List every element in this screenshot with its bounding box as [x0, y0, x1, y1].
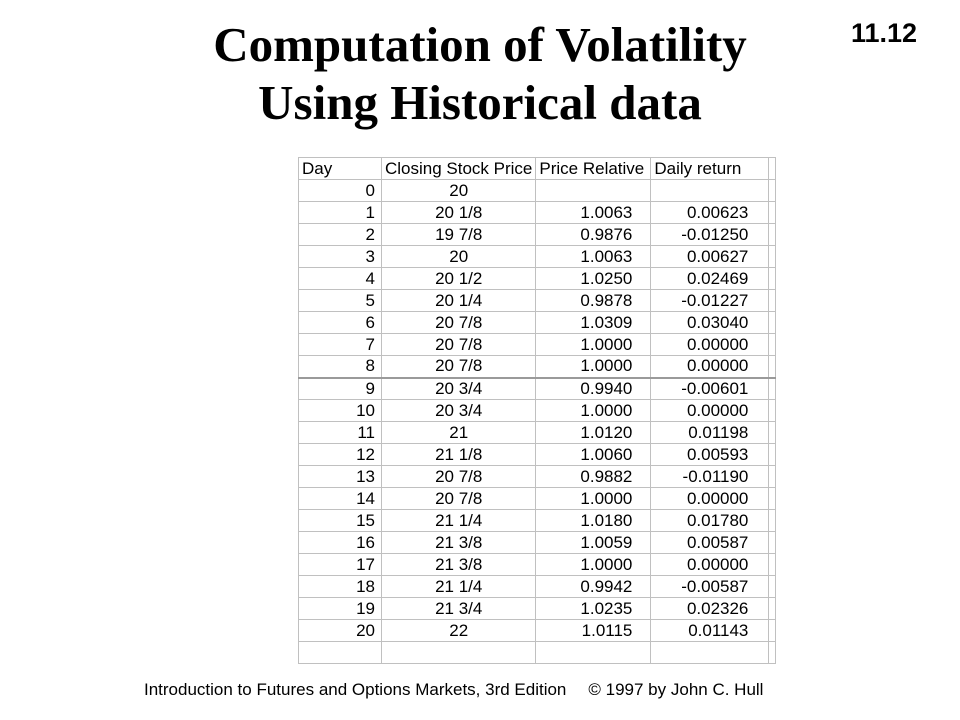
cell-closing-price: 20 7/8 [382, 356, 536, 378]
cell-daily-return: 0.02326 [651, 598, 769, 620]
cell-empty [769, 334, 776, 356]
cell-closing-price: 20 1/4 [382, 290, 536, 312]
cell-day: 6 [299, 312, 382, 334]
cell-closing-price: 20 7/8 [382, 488, 536, 510]
cell-day: 7 [299, 334, 382, 356]
cell-price-relative: 0.9940 [536, 378, 651, 400]
table-row [299, 620, 776, 642]
cell-closing-price: 22 [382, 620, 536, 642]
slide-number: 11.12 [851, 18, 918, 48]
table-row [299, 488, 776, 510]
cell-empty [769, 576, 776, 598]
cell-day: 4 [299, 268, 382, 290]
slide-title [110, 16, 850, 132]
table-row [299, 576, 776, 598]
cell-empty [769, 620, 776, 642]
cell-day: 17 [299, 554, 382, 576]
cell-day: 8 [299, 356, 382, 378]
cell-daily-return: 0.00000 [651, 356, 769, 378]
cell-closing-price: 20 7/8 [382, 312, 536, 334]
cell-empty [769, 444, 776, 466]
table-row [299, 378, 776, 400]
table-row [299, 466, 776, 488]
table-row [299, 202, 776, 224]
cell-empty [536, 642, 651, 664]
cell-daily-return: 0.01780 [651, 510, 769, 532]
cell-daily-return: -0.00601 [651, 378, 769, 400]
table-row [299, 554, 776, 576]
header-closing-stock-price: Closing Stock Price [382, 158, 536, 180]
cell-day: 20 [299, 620, 382, 642]
table-header-row [299, 158, 776, 180]
cell-empty [769, 268, 776, 290]
cell-daily-return: 0.00000 [651, 488, 769, 510]
cell-daily-return: 0.00627 [651, 246, 769, 268]
cell-day: 11 [299, 422, 382, 444]
table-row [299, 510, 776, 532]
cell-empty [769, 378, 776, 400]
cell-closing-price: 20 3/4 [382, 400, 536, 422]
cell-day: 19 [299, 598, 382, 620]
cell-day: 12 [299, 444, 382, 466]
cell-daily-return: 0.02469 [651, 268, 769, 290]
table-row [299, 598, 776, 620]
cell-closing-price: 21 3/8 [382, 554, 536, 576]
cell-empty [382, 642, 536, 664]
volatility-table [298, 157, 776, 664]
table-row [299, 444, 776, 466]
cell-empty [769, 180, 776, 202]
cell-price-relative: 1.0235 [536, 598, 651, 620]
cell-daily-return: 0.03040 [651, 312, 769, 334]
cell-price-relative: 1.0059 [536, 532, 651, 554]
cell-price-relative: 1.0063 [536, 202, 651, 224]
cell-daily-return: 0.00000 [651, 554, 769, 576]
table-row [299, 400, 776, 422]
cell-closing-price: 19 7/8 [382, 224, 536, 246]
cell-closing-price: 21 [382, 422, 536, 444]
cell-day: 5 [299, 290, 382, 312]
table-row [299, 268, 776, 290]
cell-price-relative: 1.0000 [536, 334, 651, 356]
cell-day: 0 [299, 180, 382, 202]
cell-daily-return: 0.00593 [651, 444, 769, 466]
header-empty-cell [769, 158, 776, 180]
cell-daily-return: -0.01190 [651, 466, 769, 488]
cell-price-relative [536, 180, 651, 202]
cell-price-relative: 1.0309 [536, 312, 651, 334]
cell-daily-return: 0.01143 [651, 620, 769, 642]
cell-daily-return: 0.00623 [651, 202, 769, 224]
cell-daily-return: 0.00000 [651, 334, 769, 356]
table-row [299, 246, 776, 268]
cell-day: 3 [299, 246, 382, 268]
cell-empty [769, 510, 776, 532]
cell-empty [769, 400, 776, 422]
table-row [299, 334, 776, 356]
cell-empty [769, 422, 776, 444]
table-row [299, 422, 776, 444]
cell-day: 9 [299, 378, 382, 400]
cell-closing-price: 20 [382, 246, 536, 268]
cell-price-relative: 0.9942 [536, 576, 651, 598]
cell-closing-price: 20 [382, 180, 536, 202]
table-row [299, 356, 776, 378]
cell-price-relative: 1.0250 [536, 268, 651, 290]
cell-price-relative: 0.9878 [536, 290, 651, 312]
cell-price-relative: 1.0120 [536, 422, 651, 444]
cell-price-relative: 0.9882 [536, 466, 651, 488]
table-row [299, 290, 776, 312]
table-row [299, 532, 776, 554]
cell-daily-return: 0.01198 [651, 422, 769, 444]
cell-empty [769, 466, 776, 488]
cell-day: 14 [299, 488, 382, 510]
table-row [299, 180, 776, 202]
cell-closing-price: 20 1/8 [382, 202, 536, 224]
cell-closing-price: 21 3/4 [382, 598, 536, 620]
cell-price-relative: 1.0060 [536, 444, 651, 466]
cell-empty [651, 642, 769, 664]
cell-empty [769, 202, 776, 224]
cell-price-relative: 1.0000 [536, 400, 651, 422]
cell-price-relative: 1.0000 [536, 488, 651, 510]
cell-price-relative: 1.0180 [536, 510, 651, 532]
cell-empty [769, 356, 776, 378]
cell-day: 15 [299, 510, 382, 532]
cell-closing-price: 21 3/8 [382, 532, 536, 554]
cell-empty [769, 554, 776, 576]
cell-daily-return: -0.01250 [651, 224, 769, 246]
cell-empty [769, 532, 776, 554]
cell-empty [769, 488, 776, 510]
cell-empty [299, 642, 382, 664]
cell-closing-price: 21 1/4 [382, 510, 536, 532]
table-row [299, 224, 776, 246]
cell-day: 2 [299, 224, 382, 246]
cell-daily-return: 0.00587 [651, 532, 769, 554]
cell-empty [769, 598, 776, 620]
cell-empty [769, 224, 776, 246]
cell-daily-return: -0.00587 [651, 576, 769, 598]
header-price-relative: Price Relative [536, 158, 651, 180]
slide-title-line-2: Using Historical data [258, 75, 702, 130]
cell-day: 16 [299, 532, 382, 554]
cell-closing-price: 20 7/8 [382, 466, 536, 488]
footer-copyright: © 1997 by John C. Hull [588, 680, 764, 699]
cell-day: 10 [299, 400, 382, 422]
cell-closing-price: 20 7/8 [382, 334, 536, 356]
cell-price-relative: 1.0000 [536, 356, 651, 378]
cell-empty [769, 642, 776, 664]
cell-closing-price: 20 3/4 [382, 378, 536, 400]
cell-closing-price: 21 1/4 [382, 576, 536, 598]
cell-day: 1 [299, 202, 382, 224]
footer [144, 680, 763, 700]
cell-empty [769, 312, 776, 334]
cell-price-relative: 1.0115 [536, 620, 651, 642]
cell-daily-return [651, 180, 769, 202]
table-row [299, 312, 776, 334]
cell-closing-price: 20 1/2 [382, 268, 536, 290]
cell-price-relative: 1.0063 [536, 246, 651, 268]
table-row-empty [299, 642, 776, 664]
cell-closing-price: 21 1/8 [382, 444, 536, 466]
cell-price-relative: 1.0000 [536, 554, 651, 576]
table-body [299, 180, 776, 664]
cell-daily-return: 0.00000 [651, 400, 769, 422]
cell-empty [769, 246, 776, 268]
cell-price-relative: 0.9876 [536, 224, 651, 246]
header-day: Day [299, 158, 382, 180]
footer-book-title: Introduction to Futures and Options Markets, 3rd Edition [144, 680, 567, 699]
slide-title-line-1: Computation of Volatility [213, 17, 747, 72]
header-daily-return: Daily return [651, 158, 769, 180]
cell-day: 18 [299, 576, 382, 598]
cell-empty [769, 290, 776, 312]
cell-daily-return: -0.01227 [651, 290, 769, 312]
cell-day: 13 [299, 466, 382, 488]
